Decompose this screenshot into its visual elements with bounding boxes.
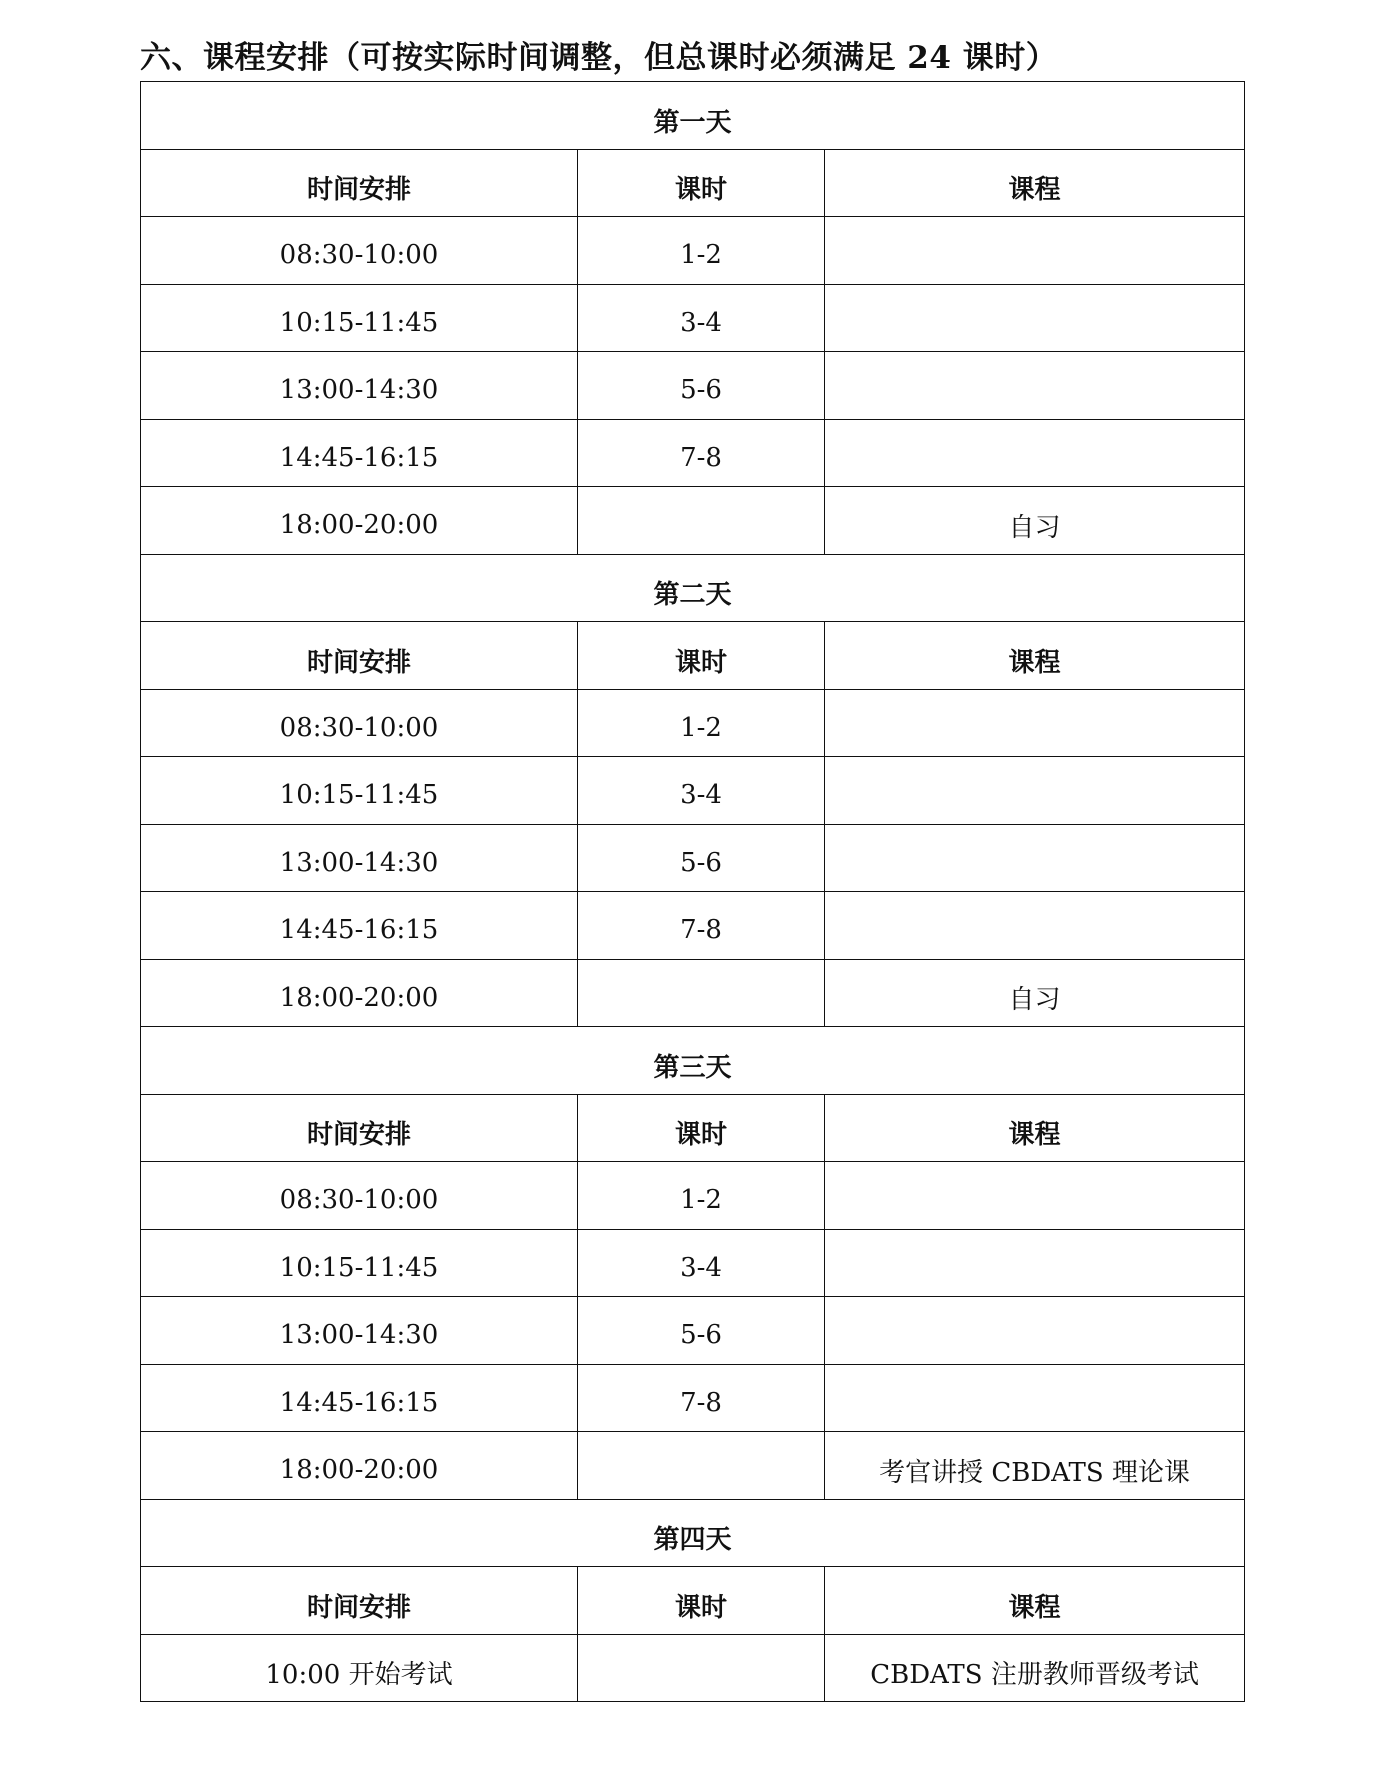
hours-cell — [578, 487, 825, 555]
column-header-course: 课程 — [825, 1094, 1245, 1162]
time-cell: 18:00-20:00 — [141, 959, 578, 1027]
time-cell: 10:00 开始考试 — [141, 1634, 578, 1702]
time-cell: 14:45-16:15 — [141, 419, 578, 487]
hours-cell — [578, 959, 825, 1027]
column-header-row — [141, 622, 1245, 690]
hours-cell: 7-8 — [578, 1364, 825, 1432]
column-header-row — [141, 1094, 1245, 1162]
time-cell: 13:00-14:30 — [141, 824, 578, 892]
hours-cell: 1-2 — [578, 217, 825, 285]
course-cell — [825, 689, 1245, 757]
column-header-hours: 课时 — [578, 149, 825, 217]
time-cell: 08:30-10:00 — [141, 217, 578, 285]
column-header-hours: 课时 — [578, 1094, 825, 1162]
day-title-row — [141, 554, 1245, 622]
hours-cell: 7-8 — [578, 419, 825, 487]
time-cell: 10:15-11:45 — [141, 284, 578, 352]
hours-cell — [578, 1432, 825, 1500]
course-cell: CBDATS 注册教师晋级考试 — [825, 1634, 1245, 1702]
table-row — [141, 284, 1245, 352]
column-header-time: 时间安排 — [141, 149, 578, 217]
hours-cell: 7-8 — [578, 892, 825, 960]
table-row — [141, 419, 1245, 487]
table-row — [141, 1634, 1245, 1702]
course-cell — [825, 824, 1245, 892]
time-cell: 13:00-14:30 — [141, 352, 578, 420]
day-title: 第二天 — [141, 554, 1245, 622]
table-row — [141, 352, 1245, 420]
column-header-course: 课程 — [825, 622, 1245, 690]
day-title: 第四天 — [141, 1499, 1245, 1567]
course-cell — [825, 1297, 1245, 1365]
column-header-time: 时间安排 — [141, 1567, 578, 1635]
hours-cell: 1-2 — [578, 1162, 825, 1230]
column-header-time: 时间安排 — [141, 622, 578, 690]
course-cell — [825, 1162, 1245, 1230]
table-row — [141, 892, 1245, 960]
hours-cell: 5-6 — [578, 352, 825, 420]
day-title-row — [141, 1027, 1245, 1095]
hours-cell: 5-6 — [578, 1297, 825, 1365]
table-row — [141, 824, 1245, 892]
hours-cell: 1-2 — [578, 689, 825, 757]
course-cell — [825, 1364, 1245, 1432]
time-cell: 10:15-11:45 — [141, 1229, 578, 1297]
course-cell — [825, 892, 1245, 960]
day-title: 第三天 — [141, 1027, 1245, 1095]
table-row — [141, 487, 1245, 555]
table-row — [141, 1432, 1245, 1500]
day-title-row — [141, 82, 1245, 150]
time-cell: 18:00-20:00 — [141, 487, 578, 555]
day-title-row — [141, 1499, 1245, 1567]
course-cell: 考官讲授 CBDATS 理论课 — [825, 1432, 1245, 1500]
time-cell: 08:30-10:00 — [141, 1162, 578, 1230]
time-cell: 14:45-16:15 — [141, 1364, 578, 1432]
day-title: 第一天 — [141, 82, 1245, 150]
table-row — [141, 1297, 1245, 1365]
table-row — [141, 1229, 1245, 1297]
course-cell — [825, 217, 1245, 285]
column-header-hours: 课时 — [578, 1567, 825, 1635]
column-header-course: 课程 — [825, 1567, 1245, 1635]
table-row — [141, 217, 1245, 285]
course-cell — [825, 284, 1245, 352]
table-row — [141, 689, 1245, 757]
hours-cell: 3-4 — [578, 1229, 825, 1297]
hours-cell: 5-6 — [578, 824, 825, 892]
time-cell: 08:30-10:00 — [141, 689, 578, 757]
table-row — [141, 1364, 1245, 1432]
hours-cell — [578, 1634, 825, 1702]
time-cell: 10:15-11:45 — [141, 757, 578, 825]
course-schedule-table — [140, 81, 1245, 1702]
course-cell: 自习 — [825, 959, 1245, 1027]
column-header-hours: 课时 — [578, 622, 825, 690]
section-heading: 六、课程安排（可按实际时间调整，但总课时必须满足 24 课时） — [140, 40, 1058, 76]
column-header-row — [141, 149, 1245, 217]
time-cell: 18:00-20:00 — [141, 1432, 578, 1500]
time-cell: 13:00-14:30 — [141, 1297, 578, 1365]
column-header-course: 课程 — [825, 149, 1245, 217]
course-cell — [825, 419, 1245, 487]
hours-cell: 3-4 — [578, 757, 825, 825]
column-header-row — [141, 1567, 1245, 1635]
table-row — [141, 959, 1245, 1027]
table-row — [141, 757, 1245, 825]
course-cell: 自习 — [825, 487, 1245, 555]
hours-cell: 3-4 — [578, 284, 825, 352]
column-header-time: 时间安排 — [141, 1094, 578, 1162]
course-cell — [825, 1229, 1245, 1297]
course-cell — [825, 352, 1245, 420]
time-cell: 14:45-16:15 — [141, 892, 578, 960]
table-row — [141, 1162, 1245, 1230]
course-cell — [825, 757, 1245, 825]
